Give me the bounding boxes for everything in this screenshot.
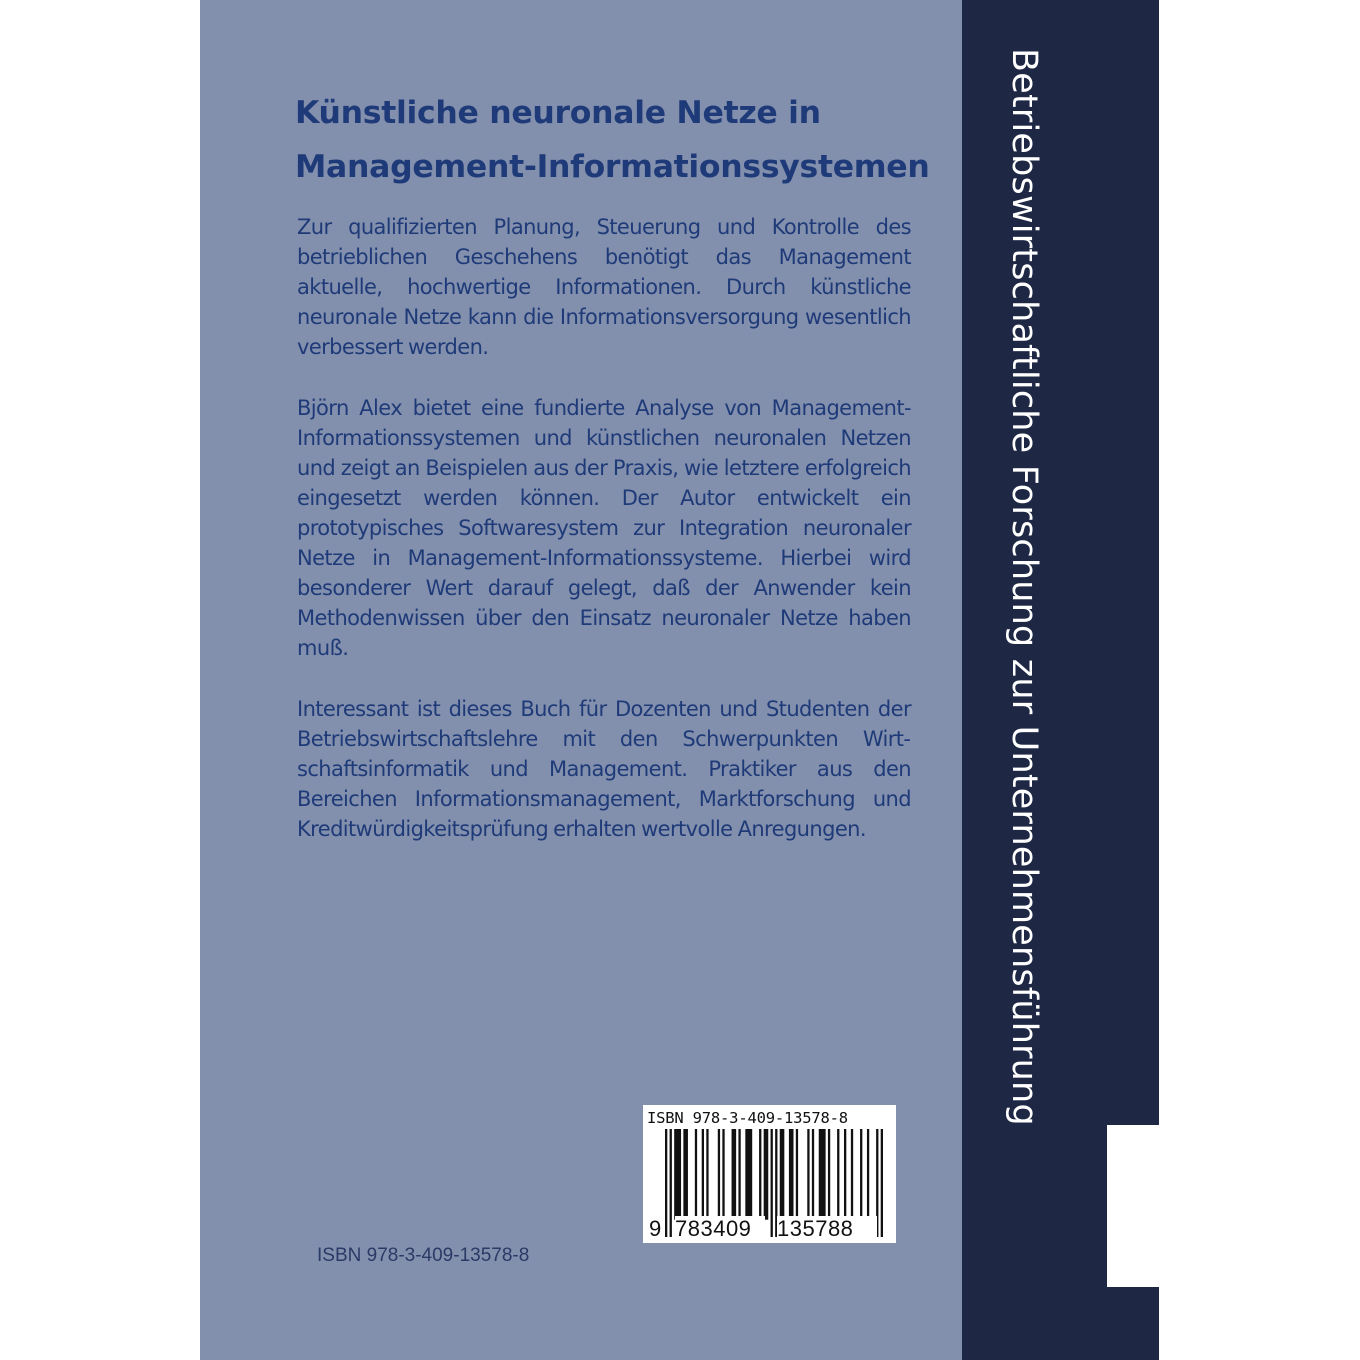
barcode-bar: [718, 1129, 720, 1220]
barcode-bar: [722, 1129, 724, 1220]
barcode-bar: [812, 1129, 814, 1220]
barcode-bar: [738, 1129, 740, 1220]
barcode-bar: [851, 1129, 853, 1220]
barcode-bar: [867, 1129, 869, 1220]
barcode-bar: [745, 1129, 752, 1220]
barcode-digits: [649, 1216, 894, 1242]
barcode-bar: [796, 1129, 798, 1220]
barcode-bar: [695, 1129, 697, 1220]
barcode-bar: [780, 1129, 785, 1220]
barcode-digit-first: 9: [649, 1216, 662, 1241]
series-title: Betriebswirtschaftliche Forschung zur Unternehmensführung: [1004, 48, 1044, 1126]
barcode-bar: [819, 1129, 826, 1220]
barcode-bar: [828, 1129, 830, 1220]
barcode-bar: [759, 1129, 761, 1220]
blurb: [297, 212, 911, 875]
barcode-bar: [837, 1129, 839, 1220]
barcode-bar: [844, 1129, 846, 1220]
barcode-bar: [732, 1129, 737, 1220]
book-title: [295, 86, 935, 194]
barcode-bar: [683, 1129, 688, 1220]
barcode-bar: [860, 1129, 862, 1220]
blurb-paragraph-3: Interessant ist dieses Buch für Dozenten und Studenten der Betriebswirtschaftslehre mit den Schwerpunkten Wirtschaftsinformatik und Management. Praktiker aus den Bereichen Informationsmanagement, Marktforschung und Kreditwürdigkeitsprüfung erhalten wertvolle Anregungen.: [297, 697, 911, 841]
barcode-bar: [807, 1129, 809, 1220]
barcode-isbn-label: ISBN 978-3-409-13578-8: [647, 1109, 848, 1127]
barcode-digits-left: 783409: [675, 1216, 765, 1242]
barcode-bar: [674, 1129, 681, 1220]
barcode-digits-right: 135788: [777, 1216, 877, 1242]
barcode-bar: [702, 1129, 704, 1220]
book-title-line-2: Management-Informationssystemen: [295, 149, 930, 185]
barcode-bar: [764, 1129, 769, 1220]
isbn-barcode: [643, 1105, 896, 1243]
barcode-bar: [789, 1129, 794, 1220]
isbn-label: ISBN 978-3-409-13578-8: [317, 1245, 530, 1266]
book-title-line-1: Künstliche neuronale Netze in: [295, 95, 821, 131]
barcode-bar: [706, 1129, 708, 1220]
blurb-paragraph-1: Zur qualifizierten Planung, Steuerung und Kontrolle des betrieblichen Geschehens benötigt das Management aktuelle, hochwertige Informationen. Durch künstliche neuronale Netze kann die Informationsversorgung wesentlich verbessert werden.: [297, 215, 911, 359]
blurb-paragraph-2: Björn Alex bietet eine fundierte Analyse von Management-Informationssystemen und künstlichen neuronalen Netzen und zeigt an Beispielen aus der Praxis, wie letztere erfolgreich eingesetzt werden können. Der Autor entwickelt ein prototypisches Softwaresystem zur Integration neuronaler Netze in Management-Informationssysteme. Hierbei wird besonderer Wert darauf gelegt, daß der Anwender kein Methodenwissen über den Einsatz neuronaler Netze haben muß.: [297, 396, 911, 660]
spine-notch: [1107, 1125, 1159, 1287]
